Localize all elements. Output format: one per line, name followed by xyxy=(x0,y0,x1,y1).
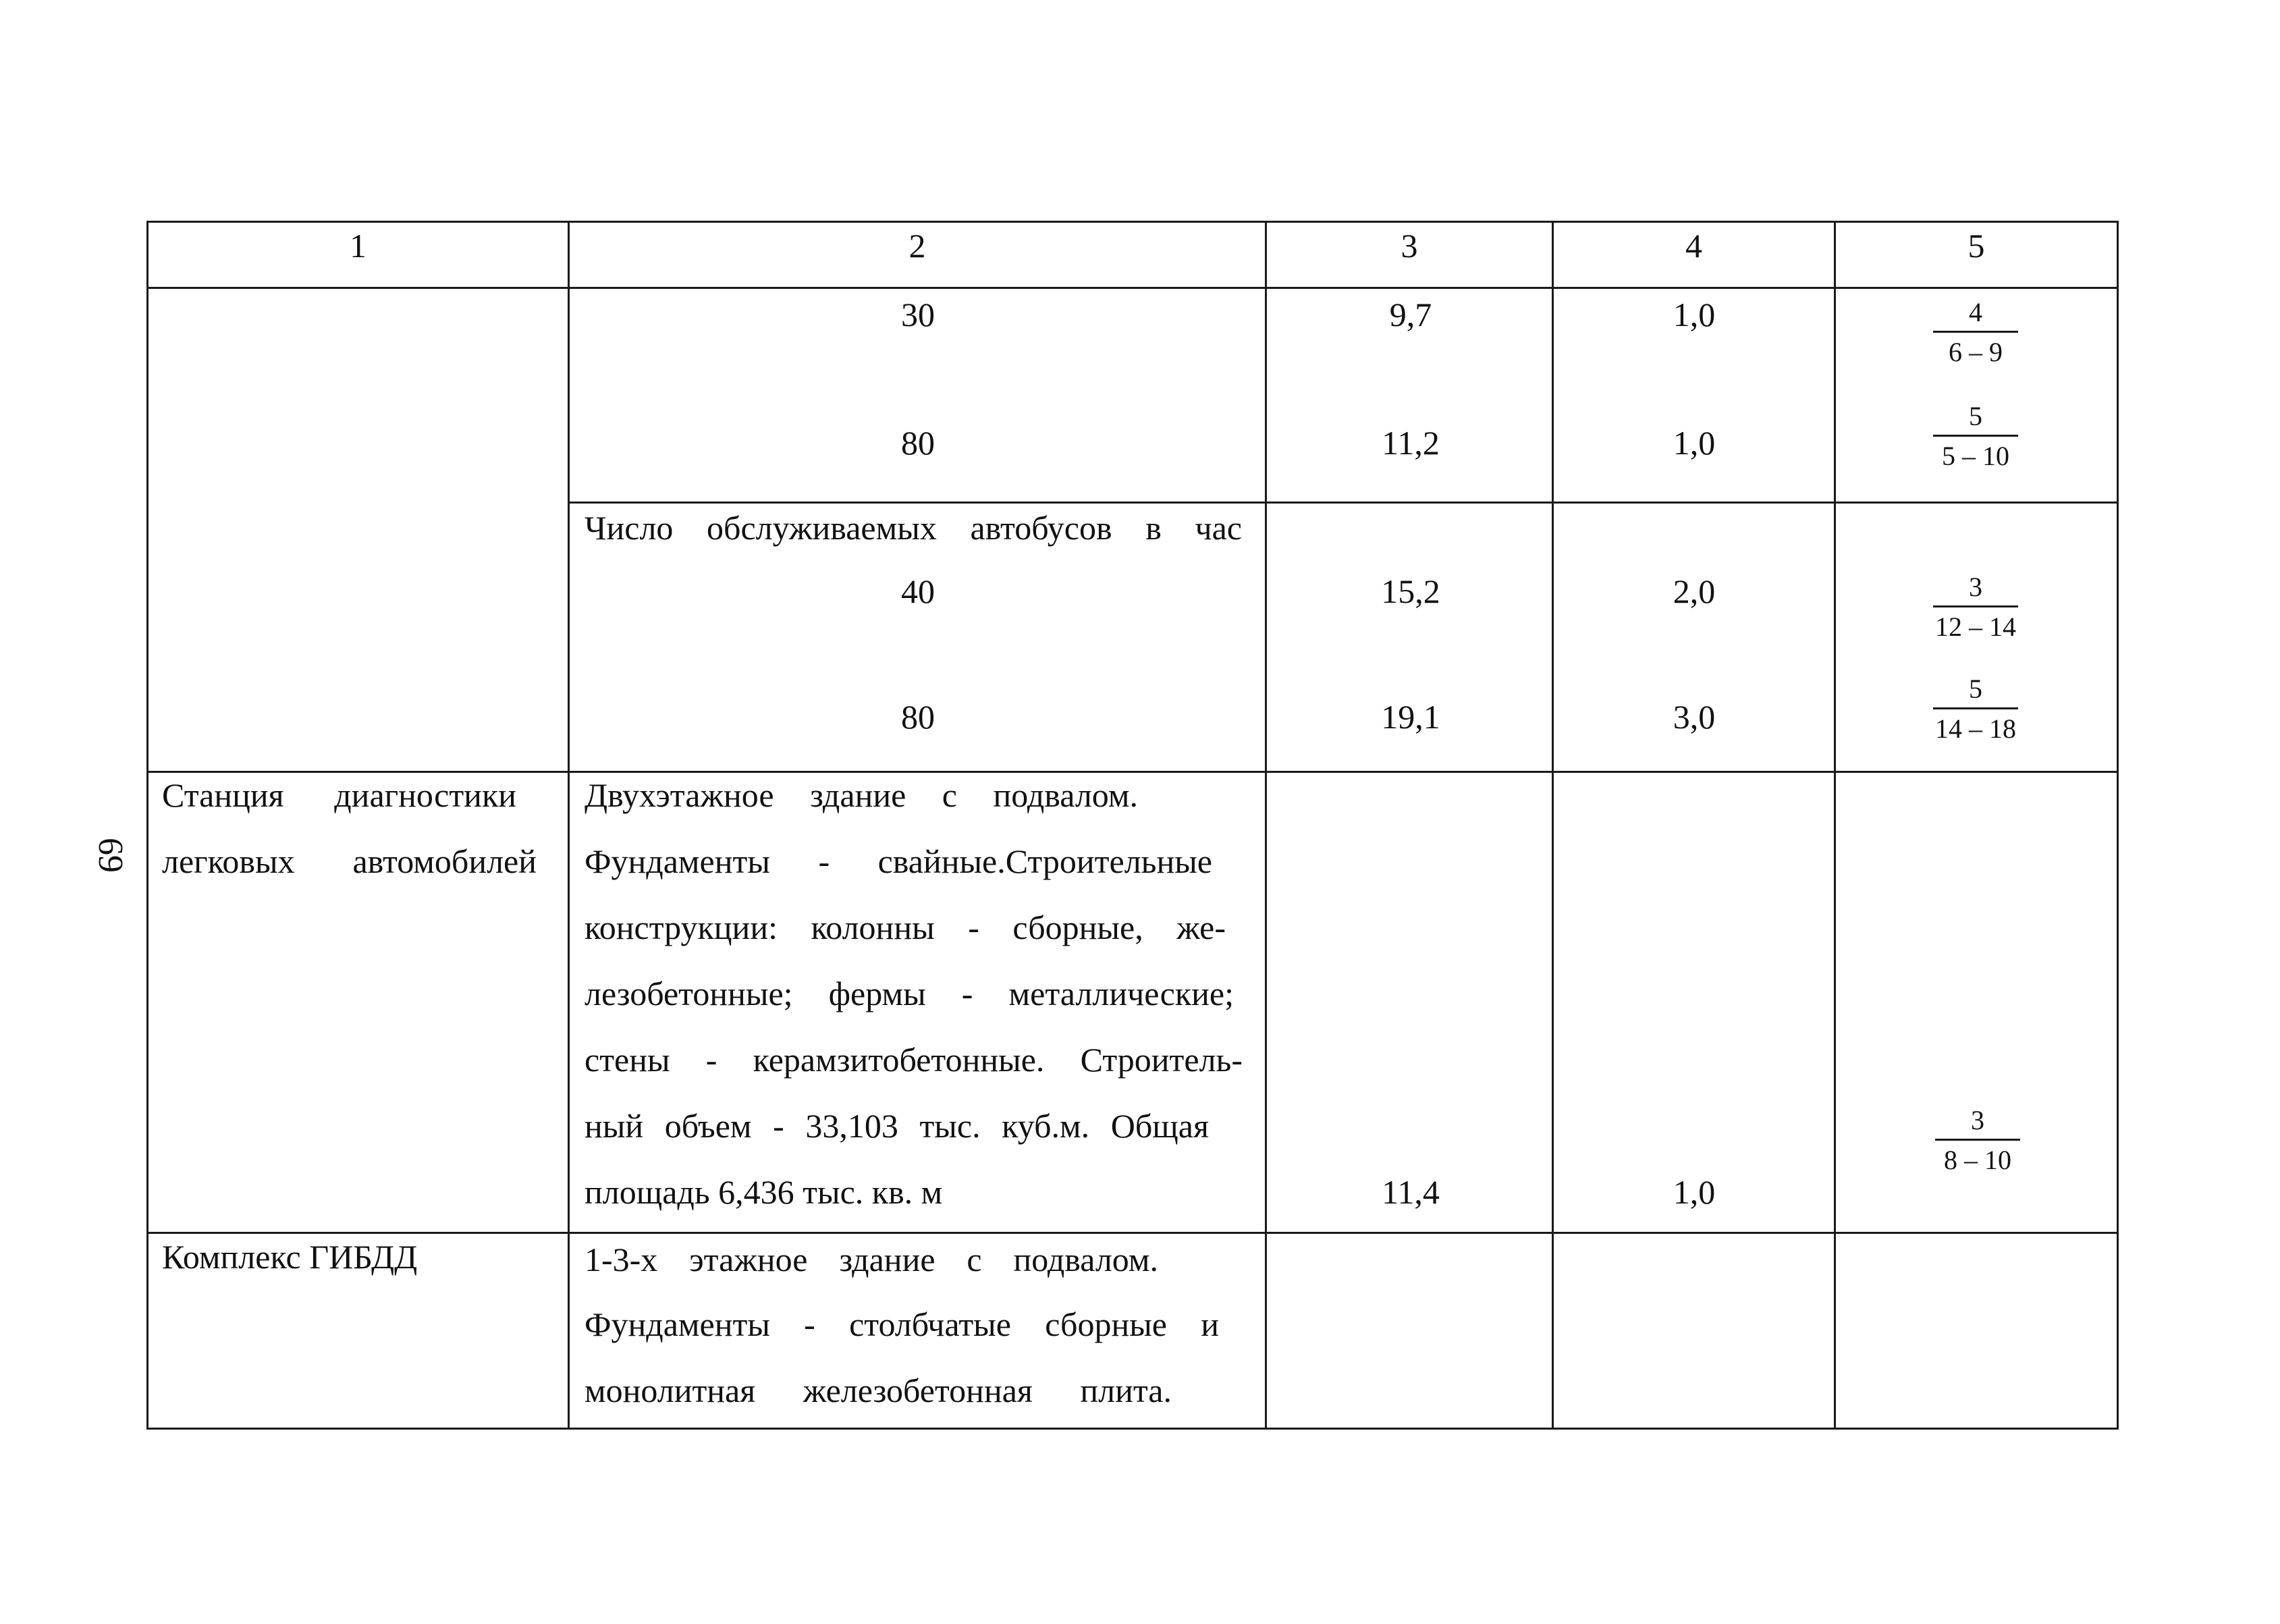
table-cell: 1,0 xyxy=(1673,296,1716,333)
column-divider xyxy=(1265,221,1267,1430)
row-divider xyxy=(146,1232,2119,1234)
table-right-border xyxy=(2117,221,2119,1430)
table-cell: 80 xyxy=(901,424,935,462)
table-cell: 80 xyxy=(901,698,935,736)
gibdd-desc-line: монолитная железобетонная плита. xyxy=(585,1372,1172,1409)
table-bottom-border xyxy=(146,1428,2119,1430)
fraction-bar xyxy=(1933,605,2018,607)
table-cell: 9,7 xyxy=(1389,296,1432,333)
gibdd-desc-line: Фундаменты - столбчатые сборные и xyxy=(585,1305,1219,1343)
fraction-value xyxy=(1925,570,2026,644)
header-cell: 1 xyxy=(350,227,367,265)
table-cell: 11,2 xyxy=(1382,424,1440,462)
fraction-numerator: 5 xyxy=(1969,674,1982,704)
table-cell: 15,2 xyxy=(1381,572,1440,610)
fraction-value xyxy=(1925,672,2026,746)
table-cell: 40 xyxy=(901,572,935,610)
table-cell: 11,4 xyxy=(1382,1173,1440,1211)
station-desc-line: ный объем - 33,103 тыс. куб.м. Общая xyxy=(585,1107,1209,1145)
fraction-numerator: 3 xyxy=(1971,1105,1984,1135)
table-cell: 19,1 xyxy=(1381,698,1440,736)
table-cell: 1,0 xyxy=(1673,1173,1716,1211)
station-desc-line: стены - керамзитобетонные. Строитель- xyxy=(585,1041,1243,1079)
fraction-denominator: 5 – 10 xyxy=(1942,441,2009,471)
header-cell: 5 xyxy=(1967,227,1985,265)
fraction-numerator: 4 xyxy=(1969,297,1982,327)
fraction-bar xyxy=(1935,1139,2020,1141)
fraction-value xyxy=(1925,400,2026,473)
fraction-bar xyxy=(1933,707,2018,709)
fraction-numerator: 3 xyxy=(1969,572,1982,602)
station-name-line: Станция диагностики xyxy=(162,776,516,814)
station-desc-line: конструкции: колонны - сборные, же- xyxy=(585,909,1226,946)
fraction-denominator: 12 – 14 xyxy=(1935,612,2016,642)
station-desc-line: лезобетонные; фермы - металлические; xyxy=(585,975,1234,1012)
header-cell: 2 xyxy=(908,227,926,265)
station-desc-line: площадь 6,436 тыс. кв. м xyxy=(585,1173,943,1211)
fraction-bar xyxy=(1933,435,2018,437)
row-divider xyxy=(569,502,2119,504)
gibdd-name: Комплекс ГИБДД xyxy=(162,1238,418,1276)
table-top-border xyxy=(146,221,2119,223)
header-bottom-border xyxy=(146,287,2119,289)
header-cell: 4 xyxy=(1685,227,1702,265)
header-cell: 3 xyxy=(1401,227,1418,265)
fraction-numerator: 5 xyxy=(1969,401,1982,431)
column-divider xyxy=(568,221,570,1430)
column-divider xyxy=(1834,221,1836,1430)
fraction-denominator: 14 – 18 xyxy=(1935,713,2016,744)
station-desc-line: Двухэтажное здание с подвалом. xyxy=(585,776,1138,814)
row-divider xyxy=(146,771,2119,773)
column-divider xyxy=(1552,221,1554,1430)
station-desc-line: Фундаменты - свайные.Строительные xyxy=(585,842,1212,880)
subheading-buses-per-hour: Число обслуживаемых автобусов в час xyxy=(585,509,1242,547)
table-cell: 2,0 xyxy=(1673,572,1716,610)
table-cell: 3,0 xyxy=(1673,698,1716,736)
fraction-denominator: 6 – 9 xyxy=(1949,337,2003,367)
table-cell: 30 xyxy=(901,296,935,333)
fraction-value xyxy=(1927,1104,2028,1177)
fraction-bar xyxy=(1933,331,2018,333)
station-name-line: легковых автомобилей xyxy=(162,842,537,880)
fraction-value xyxy=(1925,296,2026,369)
page-number: 69 xyxy=(91,838,130,873)
fraction-denominator: 8 – 10 xyxy=(1944,1145,2011,1175)
table-left-border xyxy=(146,221,148,1430)
gibdd-desc-line: 1-3-х этажное здание с подвалом. xyxy=(585,1241,1158,1278)
table-cell: 1,0 xyxy=(1673,424,1716,462)
